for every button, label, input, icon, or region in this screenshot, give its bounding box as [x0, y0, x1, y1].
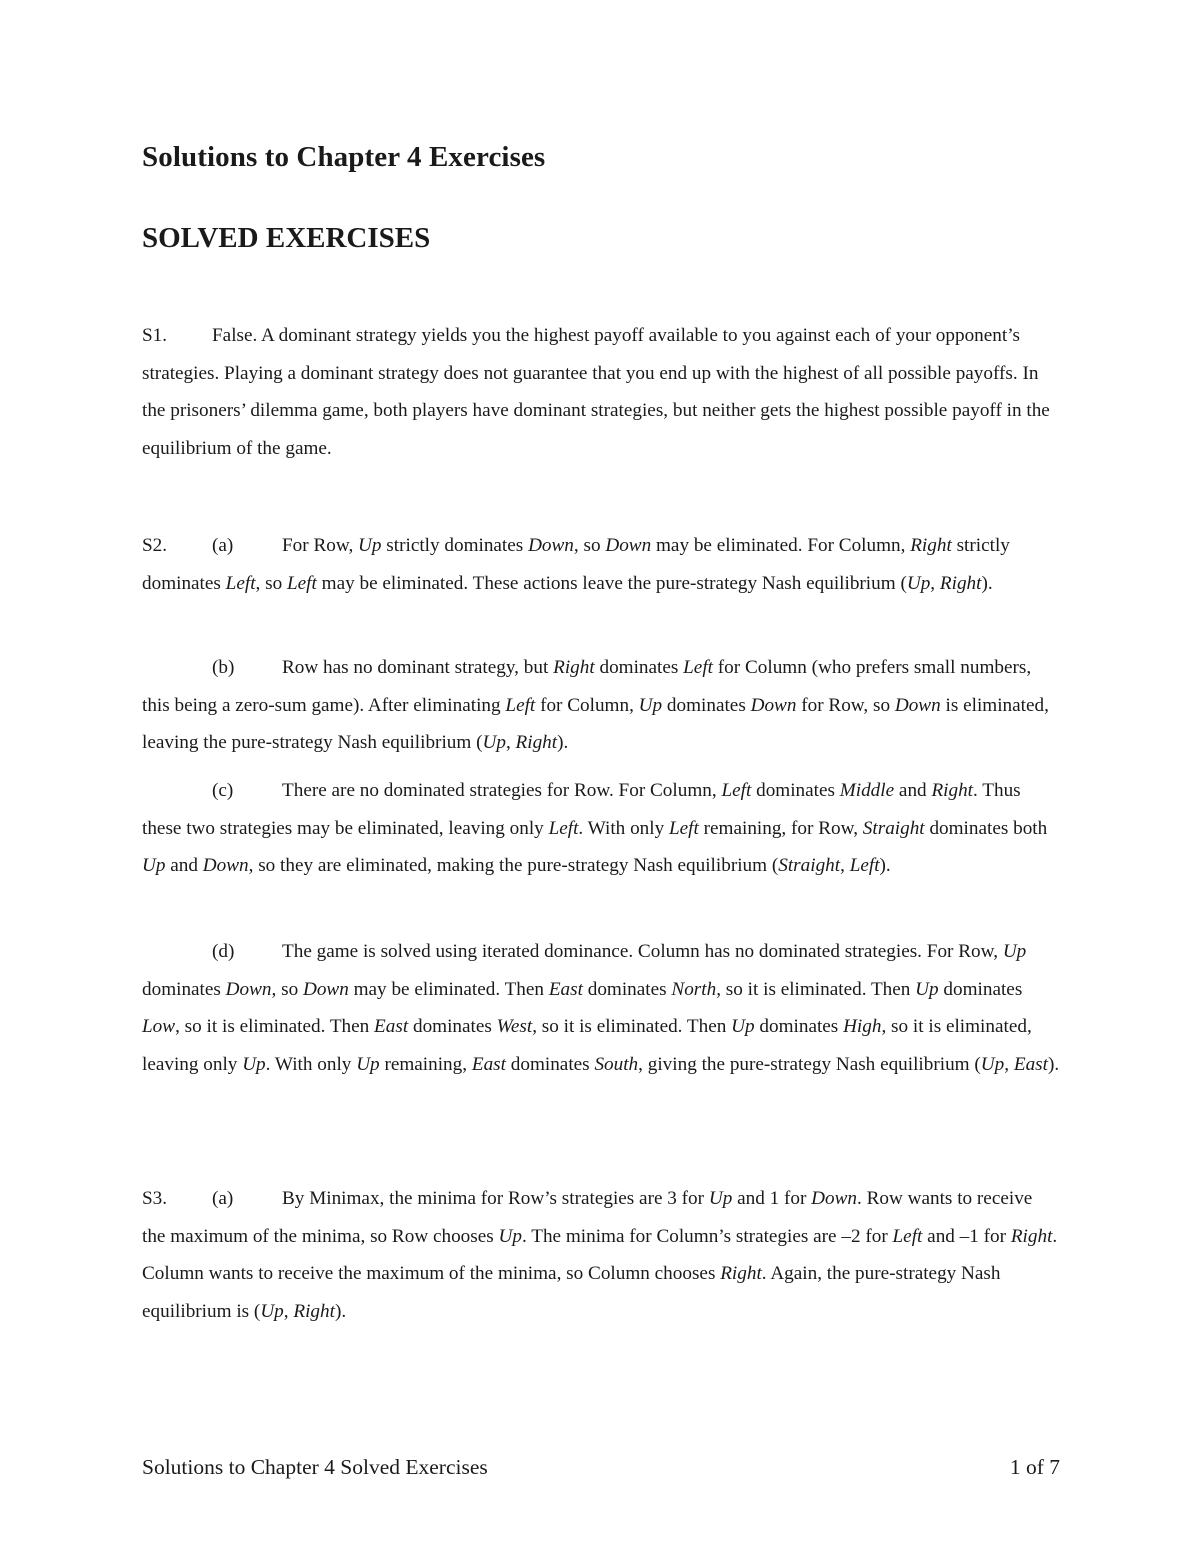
text-run: strictly dominates — [381, 535, 529, 556]
strategy-term: Straight — [778, 855, 841, 876]
strategy-term: Right — [939, 572, 982, 594]
text-run: strictly dominates — [142, 535, 1010, 594]
strategy-term: High — [843, 1016, 882, 1037]
text-run: , so it is eliminated, leaving only — [142, 1016, 1032, 1075]
strategy-term: East — [471, 1053, 506, 1075]
text-run: may be eliminated. These actions leave the pure-strategy Nash equilibrium ( — [316, 572, 907, 594]
strategy-term: Right — [553, 657, 595, 678]
text-run: for Column, — [535, 694, 639, 716]
text-run: dominates — [754, 1016, 844, 1037]
subpart-label: (a) — [212, 535, 234, 556]
exercise-text: False. A dominant strategy yields you the highest payoff available to you against each of your opponent’s strategies. Playing a dominant strategy does not guarantee that you end up with the highest of all possible payoffs. In the prisoners’ dilemma game, both players have dominant strategies, but neither gets the highest possible payoff in the equilibrium of the game. — [142, 325, 1050, 459]
strategy-term: Middle — [839, 780, 895, 801]
strategy-term: Up — [731, 1016, 755, 1037]
strategy-term: Down — [894, 694, 941, 716]
text-run: , — [283, 1300, 294, 1322]
strategy-term: Down — [302, 978, 349, 1000]
subpart-label: (a) — [212, 1188, 234, 1209]
text-run: For Row, — [282, 535, 359, 556]
text-run: , — [1004, 1053, 1014, 1075]
subpart-label: (b) — [212, 657, 235, 678]
text-run: may be eliminated. For Column, — [651, 535, 911, 556]
strategy-term: Up — [260, 1300, 284, 1322]
exercise-s2a — [142, 527, 1060, 602]
strategy-term: Down — [202, 855, 249, 876]
text-run: for Column (who prefers small numbers, this being a zero-sum game). After eliminating — [142, 657, 1032, 716]
text-run: . Again, the pure-strategy Nash equilibrium is ( — [142, 1263, 1001, 1322]
text-run: , giving the pure-strategy Nash equilibrium ( — [638, 1053, 981, 1075]
strategy-term: Left — [286, 572, 317, 594]
exercise-s2c — [142, 772, 1060, 885]
text-run: , — [930, 572, 940, 594]
text-run: , so — [255, 572, 287, 594]
strategy-term: Left — [548, 817, 579, 839]
text-run: ). — [557, 732, 569, 753]
strategy-term: Left — [505, 694, 536, 716]
text-run: , so it is eliminated. Then — [716, 978, 916, 1000]
text-run: , so it is eliminated. Then — [532, 1016, 732, 1037]
strategy-term: Up — [980, 1053, 1005, 1075]
strategy-term: Up — [708, 1188, 733, 1209]
exercise-label: S2. — [142, 535, 168, 556]
exercise-s2b — [142, 649, 1060, 762]
text-run: dominates — [408, 1016, 497, 1037]
strategy-term: Right — [910, 535, 952, 556]
footer-title: Solutions to Chapter 4 Solved Exercises — [142, 1455, 488, 1479]
text-run: ). — [879, 855, 891, 876]
strategy-term: Up — [906, 572, 931, 594]
strategy-term: Up — [638, 694, 663, 716]
text-run: for Row, so — [796, 694, 895, 716]
text-run: dominates — [594, 657, 684, 678]
strategy-term: Right — [931, 780, 974, 801]
text-run: is eliminated, leaving the pure-strategy Nash equilibrium ( — [142, 694, 1049, 753]
strategy-term: Right — [720, 1263, 762, 1284]
text-run: and 1 for — [732, 1188, 812, 1209]
exercise-s3a — [142, 1180, 1060, 1330]
text-run: . With only — [578, 817, 669, 839]
text-run: . The minima for Column’s strategies are –2 for — [521, 1225, 893, 1247]
strategy-term: Left — [668, 817, 699, 839]
text-run: . With only — [265, 1053, 357, 1075]
exercise-label: S3. — [142, 1188, 168, 1209]
text-run: ). — [1047, 1053, 1060, 1075]
text-run: and — [165, 855, 203, 876]
strategy-term: Up — [242, 1053, 266, 1075]
text-run: dominates both — [924, 817, 1048, 839]
strategy-term: Low — [142, 1016, 176, 1037]
strategy-term: South — [594, 1053, 639, 1075]
strategy-term: Straight — [862, 817, 925, 839]
page-number: 1 of 7 — [1009, 1455, 1060, 1479]
strategy-term: West — [496, 1016, 533, 1037]
text-run: ). — [981, 572, 993, 594]
text-run: , so — [573, 535, 606, 556]
text-run: By Minimax, the minima for Row’s strategies are 3 for — [282, 1188, 709, 1209]
text-run: . Column wants to receive the maximum of the minima, so Column chooses — [142, 1225, 1058, 1284]
page-title: Solutions to Chapter 4 Exercises — [142, 141, 546, 173]
text-run: . Row wants to receive the maximum of the minima, so Row chooses — [142, 1188, 1033, 1247]
strategy-term: East — [548, 978, 583, 1000]
strategy-term: Right — [1010, 1225, 1053, 1247]
text-run: remaining, for Row, — [698, 817, 863, 839]
text-run: , so — [271, 978, 303, 1000]
strategy-term: Left — [721, 780, 752, 801]
strategy-term: Left — [683, 657, 713, 678]
text-run: , so they are eliminated, making the pure-strategy Nash equilibrium ( — [248, 855, 779, 876]
strategy-term: East — [1013, 1053, 1048, 1075]
text-run: dominates — [662, 694, 751, 716]
text-run: dominates — [142, 978, 226, 1000]
text-run: dominates — [751, 780, 840, 801]
strategy-term: Down — [225, 978, 272, 1000]
text-run: . Thus these two strategies may be eliminated, leaving only — [142, 780, 1021, 839]
text-run: remaining, — [379, 1053, 472, 1075]
strategy-term: Up — [142, 855, 166, 876]
text-run: may be eliminated. Then — [348, 978, 549, 1000]
text-run: dominates — [938, 978, 1023, 1000]
text-run: dominates — [505, 1053, 595, 1075]
strategy-term: Down — [605, 535, 652, 556]
strategy-term: Down — [750, 694, 797, 716]
text-run: and –1 for — [922, 1225, 1011, 1247]
text-run: and — [894, 780, 932, 801]
strategy-term: North — [671, 978, 717, 1000]
strategy-term: Right — [515, 732, 558, 753]
strategy-term: Left — [892, 1225, 923, 1247]
text-run: , — [840, 855, 850, 876]
text-run: , so it is eliminated. Then — [175, 1016, 375, 1037]
strategy-term: Up — [356, 1053, 380, 1075]
strategy-term: Down — [528, 535, 574, 556]
strategy-term: Left — [225, 572, 256, 594]
text-run: There are no dominated strategies for Row. For Column, — [282, 780, 722, 801]
text-run: , — [505, 732, 516, 753]
text-run: dominates — [582, 978, 672, 1000]
exercise-s1 — [142, 317, 1060, 467]
strategy-term: Down — [811, 1188, 857, 1209]
strategy-term: Left — [849, 855, 880, 876]
strategy-term: Up — [482, 732, 506, 753]
section-heading: SOLVED EXERCISES — [142, 222, 431, 254]
text-run: Row has no dominant strategy, but — [282, 657, 554, 678]
subpart-label: (d) — [212, 941, 235, 962]
strategy-term: Right — [293, 1300, 335, 1322]
text-run: ). — [334, 1300, 347, 1322]
text-run: The game is solved using iterated dominance. Column has no dominated strategies. For Row, — [282, 941, 1003, 962]
exercise-s2d — [142, 933, 1060, 1083]
strategy-term: Up — [915, 978, 939, 1000]
subpart-label: (c) — [212, 780, 234, 801]
exercise-label: S1. — [142, 325, 168, 346]
strategy-term: Up — [1002, 941, 1027, 962]
strategy-term: Up — [358, 535, 382, 556]
strategy-term: Up — [498, 1225, 522, 1247]
strategy-term: East — [374, 1016, 409, 1037]
